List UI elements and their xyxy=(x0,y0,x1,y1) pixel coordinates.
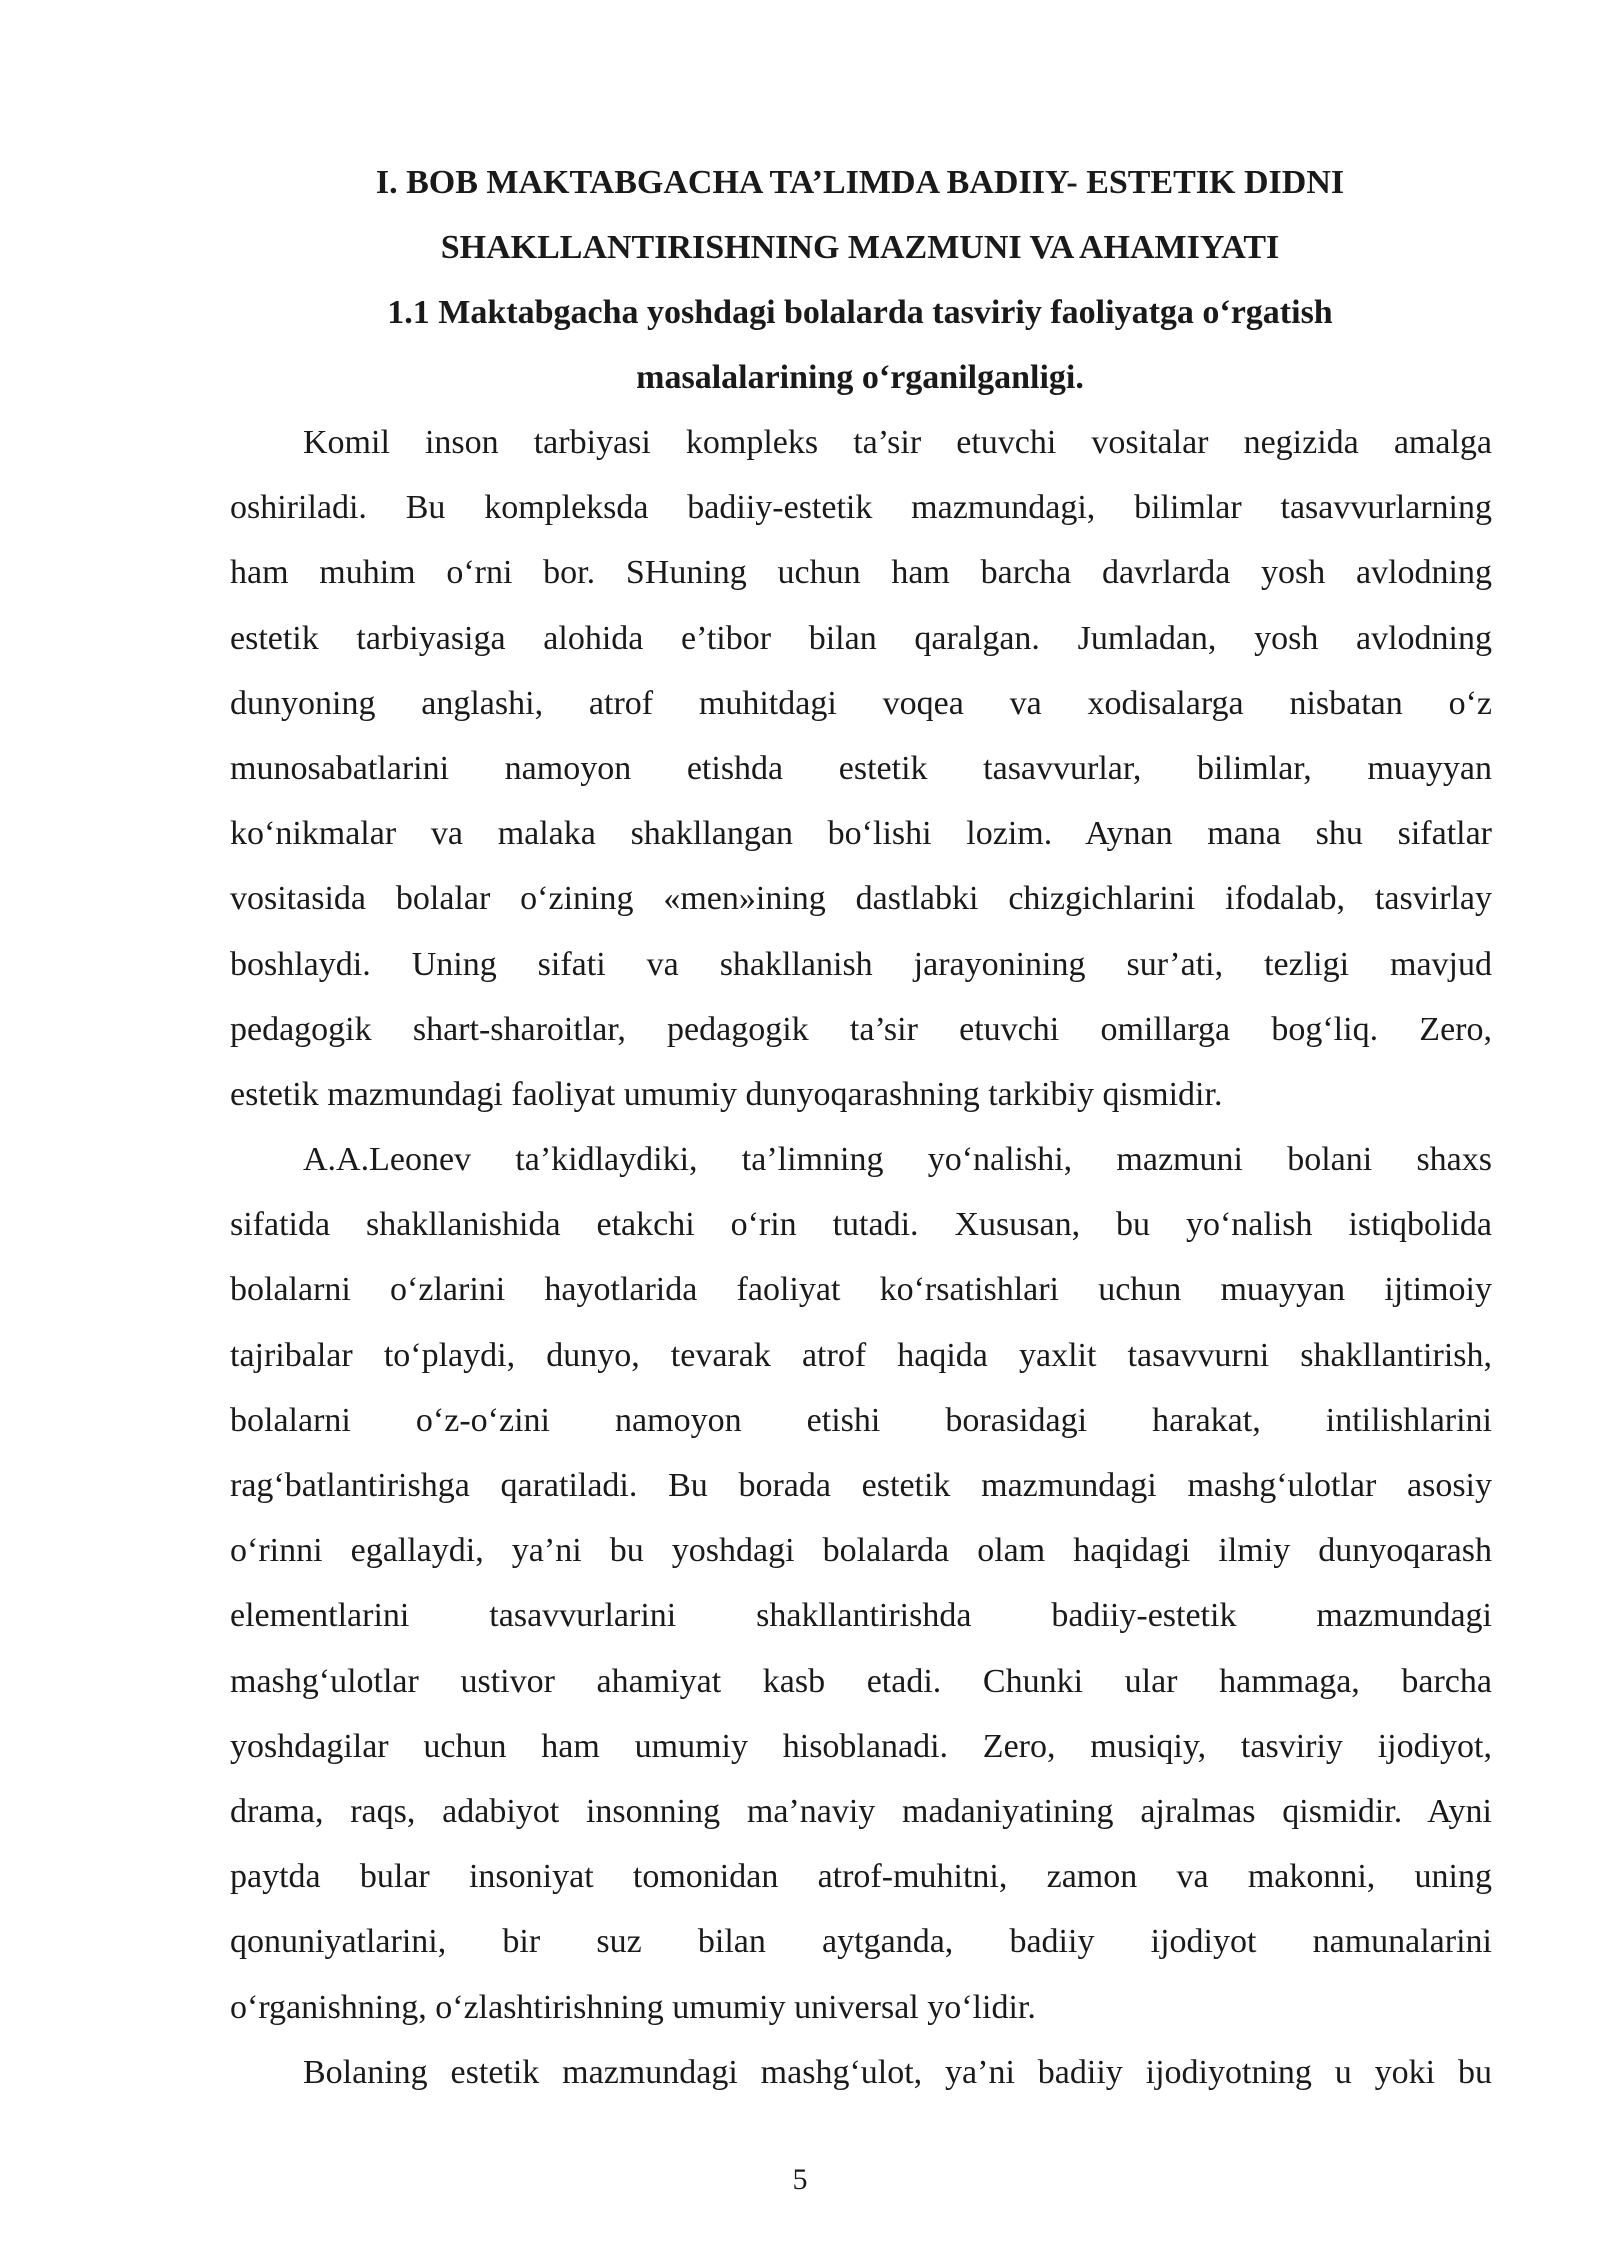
text-line: sifatida shakllanishida etakchi o‘rin tutadi. Xususan, bu yo‘nalish istiqbolida xyxy=(230,1206,1492,1244)
paragraph-3 xyxy=(230,2040,1492,2105)
text-line: o‘rinni egallaydi, ya’ni bu yoshdagi bolalarda olam haqidagi ilmiy dunyoqarash xyxy=(230,1532,1492,1570)
text-line: Komil inson tarbiyasi kompleks ta’sir etuvchi vositalar negizida amalga xyxy=(303,424,1492,461)
text-line: vositasida bolalar o‘zining «men»ining dastlabki chizgichlarini ifodalab, tasvirlay xyxy=(230,880,1492,918)
paragraph-1 xyxy=(230,410,1492,1127)
paragraph-2 xyxy=(230,1127,1492,2040)
text-line: o‘rganishning, o‘zlashtirishning umumiy universal yo‘lidir. xyxy=(230,1988,1036,2026)
body-text xyxy=(230,410,1492,2105)
text-line: drama, raqs, adabiyot insonning ma’naviy madaniyatining ajralmas qismidir. Ayni xyxy=(230,1792,1492,1830)
text-line: Bolaning estetik mazmundagi mashg‘ulot, ya’ni badiiy ijodiyotning u yoki bu xyxy=(303,2053,1492,2091)
text-line: boshlaydi. Uning sifati va shakllanish jarayonining sur’ati, tezligi mavjud xyxy=(230,945,1492,983)
chapter-title-line: I. BOB MAKTABGACHA TA’LIMDA BADIIY- ESTETIK DIDNI xyxy=(375,164,1345,201)
text-line: tajribalar to‘playdi, dunyo, tevarak atrof haqida yaxlit tasavvurni shakllantirish, xyxy=(230,1336,1492,1374)
text-line: qonuniyatlarini, bir suz bilan aytganda, badiiy ijodiyot namunalarini xyxy=(230,1923,1492,1961)
text-line: oshiriladi. Bu kompleksda badiiy-estetik mazmundagi, bilimlar tasavvurlarning xyxy=(230,489,1492,527)
text-line: yoshdagilar uchun ham umumiy hisoblanadi. Zero, musiqiy, tasviriy ijodiyot, xyxy=(230,1727,1492,1765)
text-line: dunyoning anglashi, atrof muhitdagi voqea va xodisalarga nisbatan o‘z xyxy=(230,684,1492,722)
text-line: ko‘nikmalar va malaka shakllangan bo‘lishi lozim. Aynan mana shu sifatlar xyxy=(230,815,1492,853)
text-line: munosabatlarini namoyon etishda estetik tasavvurlar, bilimlar, muayyan xyxy=(230,749,1492,787)
text-line: pedagogik shart-sharoitlar, pedagogik ta’sir etuvchi omillarga bog‘liq. Zero, xyxy=(230,1010,1492,1048)
text-line: A.A.Leonev ta’kidlaydiki, ta’limning yo‘nalishi, mazmuni bolani shaxs xyxy=(303,1141,1492,1179)
section-title xyxy=(230,280,1490,410)
section-title-line: masalalarining o‘rganilganligi. xyxy=(636,359,1084,396)
section-title-line: 1.1 Maktabgacha yoshdagi bolalarda tasviriy faoliyatga o‘rgatish xyxy=(387,294,1333,331)
text-line: estetik tarbiyasiga alohida e’tibor bilan qaralgan. Jumladan, yosh avlodning xyxy=(230,619,1492,657)
text-line: ham muhim o‘rni bor. SHuning uchun ham barcha davrlarda yosh avlodning xyxy=(230,554,1492,592)
text-line: elementlarini tasavvurlarini shakllantirishda badiiy-estetik mazmundagi xyxy=(230,1597,1492,1635)
text-line: bolalarni o‘zlarini hayotlarida faoliyat ko‘rsatishlari uchun muayyan ijtimoiy xyxy=(230,1271,1492,1309)
text-line: bolalarni o‘z-o‘zini namoyon etishi borasidagi harakat, intilishlarini xyxy=(230,1401,1492,1439)
page-number: 5 xyxy=(792,2163,808,2196)
text-line: mashg‘ulotlar ustivor ahamiyat kasb etadi. Chunki ular hammaga, barcha xyxy=(230,1662,1492,1700)
chapter-title xyxy=(230,150,1490,280)
chapter-title-line: SHAKLLANTIRISHNING MAZMUNI VA AHAMIYATI xyxy=(440,229,1280,266)
text-line: estetik mazmundagi faoliyat umumiy dunyoqarashning tarkibiy qismidir. xyxy=(230,1075,1223,1113)
text-line: rag‘batlantirishga qaratiladi. Bu borada estetik mazmundagi mashg‘ulotlar asosiy xyxy=(230,1467,1492,1504)
text-line: paytda bular insoniyat tomonidan atrof-muhitni, zamon va makonni, uning xyxy=(230,1858,1492,1896)
